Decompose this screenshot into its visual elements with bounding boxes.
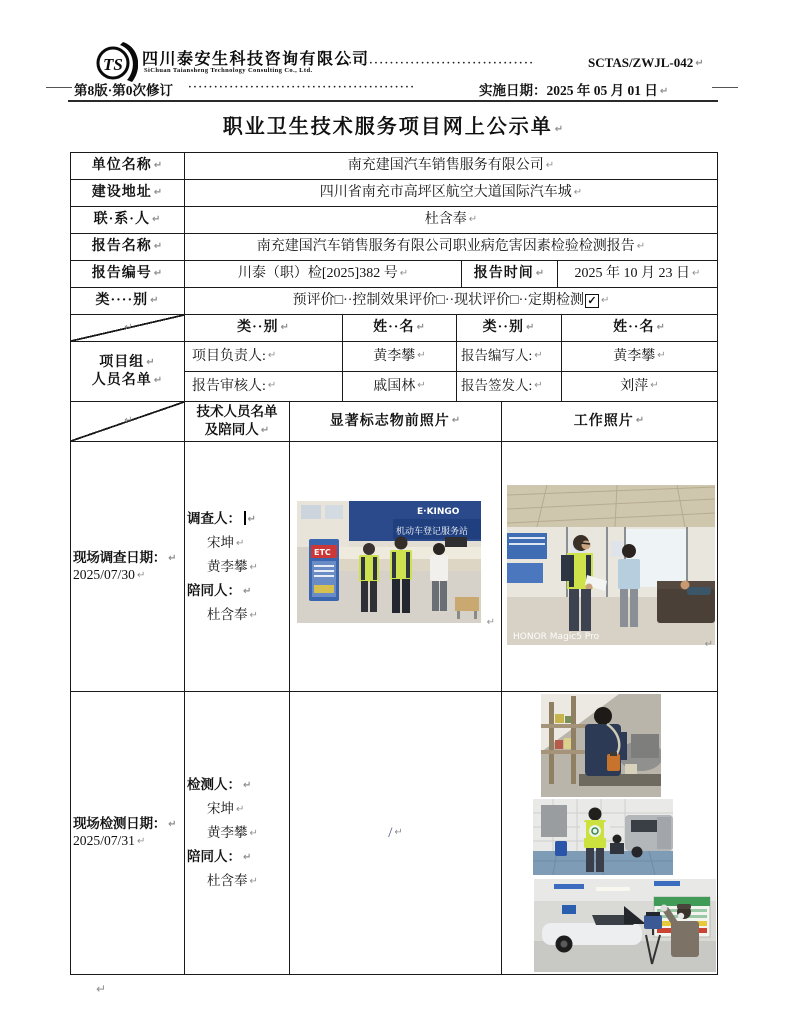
paragraph-mark: ↵ [399, 267, 409, 279]
report-name-label: 报告名称 ↵ [70, 233, 185, 261]
category-value: 预评价□··控制效果评价□··现状评价□··定期检测 ✓ ↵ [184, 287, 718, 315]
paragraph-mark: ↵ [151, 213, 162, 225]
paragraph-mark: ↵ [417, 350, 426, 362]
garage-detection-photo [534, 879, 716, 972]
paragraph-mark: ↵ [534, 380, 543, 392]
paragraph-mark: ↵ [153, 240, 164, 252]
detection-date-value: 2025/07/31 ↵ [73, 833, 146, 848]
report-time-value: 2025 年 10 月 23 日 ↵ [557, 260, 718, 288]
team-col-name-2: 姓··名 ↵ [561, 314, 718, 342]
paragraph-mark: ↵ [124, 415, 133, 427]
survey-person-2: 黄李攀 ↵ [207, 558, 258, 574]
dot-leader-mid: ············································ [188, 81, 416, 93]
paragraph-mark: ↵ [249, 561, 258, 573]
paragraph-mark: ↵ [692, 267, 701, 279]
unit-name-value: 南充建国汽车销售服务有限公司 ↵ [184, 152, 718, 180]
survey-person-3: 杜含奉 ↵ [207, 606, 258, 622]
team-group-label [70, 341, 185, 402]
address-value: 四川省南充市高坪区航空大道国际汽车城 ↵ [184, 179, 718, 207]
paragraph-mark: ↵ [153, 186, 164, 198]
header-rule [68, 100, 718, 102]
report-no-value: 川泰（职）检[2025]382 号 ↵ [184, 260, 462, 288]
report-time-label: 报告时间 ↵ [461, 260, 558, 288]
team-role-writer: 报告编写人: ↵ [456, 341, 562, 372]
paragraph-mark: ↵ [243, 780, 252, 791]
paragraph-mark: ↵ [267, 350, 277, 362]
office-interview-photo [507, 485, 715, 645]
team-name-leader: 黄李攀 ↵ [342, 341, 457, 372]
page-title: 职业卫生技术服务项目网上公示单 ↵ [222, 116, 566, 138]
company-name-cn: 四川泰安生科技咨询有限公司 [142, 51, 370, 68]
detection-role2: 陪同人： ↵ [187, 849, 252, 864]
survey-personnel-cell [184, 441, 290, 692]
paragraph-mark: ↵ [236, 804, 245, 815]
paragraph-mark: ↵ [695, 58, 704, 69]
paragraph-mark: ↵ [650, 380, 659, 392]
doc-code: SCTAS/ZWJL-042 ↵ [588, 55, 704, 70]
paragraph-mark: ↵ [704, 638, 713, 650]
paragraph-mark: ↵ [656, 321, 666, 333]
category-label: 类····别 ↵ [70, 287, 185, 315]
col-header-work-photo: 工作照片 ↵ [501, 401, 718, 442]
paragraph-mark: ↵ [153, 374, 164, 386]
company-name-en: SiChuan Taiansheng Technology Consulting Co., Ltd. [144, 67, 313, 74]
paragraph-mark: ↵ [249, 876, 258, 887]
survey-role2: 陪同人： ↵ [187, 582, 252, 598]
paragraph-mark: ↵ [659, 86, 669, 97]
paragraph-mark: ↵ [168, 552, 177, 564]
paragraph-mark: ↵ [153, 159, 164, 171]
personnel-header-line1: 技术人员名单 [196, 404, 278, 419]
col-header-personnel [184, 401, 290, 442]
paragraph-mark: ↵ [635, 415, 646, 427]
paragraph-mark: ↵ [153, 267, 164, 279]
showroom-sign-text: 机动车登记服务站 [396, 526, 469, 536]
paragraph-mark: ↵ [554, 124, 566, 135]
checked-checkbox: ✓ [585, 294, 599, 308]
paragraph-mark: ↵ [168, 819, 177, 831]
etc-banner-text: ETC [314, 548, 331, 557]
paragraph-mark: ↵ [394, 826, 403, 838]
paragraph-mark: ↵ [573, 186, 583, 198]
left-edge-dash [46, 87, 72, 88]
paragraph-mark: ↵ [416, 321, 426, 333]
team-name-reviewer: 戚国林 ↵ [342, 371, 457, 402]
revision-text: 第8版·第0次修订 [74, 83, 174, 98]
personnel-header-line2: 及陪同人 ↵ [204, 422, 270, 437]
paragraph-mark: ↵ [249, 828, 258, 839]
company-logo-icon [94, 42, 138, 84]
survey-work-photo-cell [501, 441, 718, 692]
survey-date-cell [70, 441, 185, 692]
detection-personnel-cell [184, 691, 290, 975]
detection-date-cell [70, 691, 185, 975]
paragraph-mark: ↵ [236, 537, 245, 549]
team-name-issuer: 刘萍 ↵ [561, 371, 718, 402]
survey-person-1: 宋坤 ↵ [207, 534, 245, 550]
unit-name-label: 单位名称 ↵ [70, 152, 185, 180]
team-name-writer: 黄李攀 ↵ [561, 341, 718, 372]
slash-placeholder: / [388, 824, 393, 841]
paragraph-mark: ↵ [136, 836, 146, 847]
paragraph-mark: ↵ [525, 321, 536, 333]
paragraph-mark: ↵ [545, 159, 555, 171]
paragraph-mark: ↵ [534, 350, 543, 362]
paragraph-mark: ↵ [600, 294, 610, 306]
showroom-group-photo [297, 501, 481, 623]
paragraph-mark: ↵ [636, 240, 646, 252]
paragraph-mark: ↵ [260, 425, 270, 436]
right-edge-dash [712, 87, 738, 88]
team-role-reviewer: 报告审核人: ↵ [184, 371, 343, 402]
paragraph-mark: ↵ [247, 513, 256, 525]
detection-work-photo-cell [501, 691, 718, 975]
diagonal-header-cell-2 [70, 401, 185, 442]
photo-watermark-text: HONOR Magic5 Pro [513, 632, 600, 642]
team-col-category-1: 类··别 ↵ [184, 314, 343, 342]
detection-person-3: 杜含奉 ↵ [207, 873, 258, 888]
paragraph-mark: ↵ [280, 321, 290, 333]
diagonal-header-cell-1 [70, 314, 185, 342]
survey-date-label: 现场调查日期： ↵ [73, 549, 177, 565]
team-col-name-1: 姓··名 ↵ [342, 314, 457, 342]
paragraph-mark: ↵ [136, 569, 146, 581]
paragraph-mark: ↵ [124, 321, 133, 333]
detection-role1: 检测人： ↵ [187, 777, 252, 792]
col-header-sign-photo: 显著标志物前照片 ↵ [289, 401, 502, 442]
report-name-value: 南充建国汽车销售服务有限公司职业病危害因素检验检测报告 ↵ [184, 233, 718, 261]
workbench-sampling-photo [541, 694, 661, 797]
report-no-label: 报告编号 ↵ [70, 260, 185, 288]
contact-label: 联·系·人 ↵ [70, 206, 185, 234]
paragraph-mark: ↵ [657, 350, 666, 362]
team-group-line2: 人员名单 ↵ [91, 372, 164, 388]
paragraph-mark: ↵ [267, 380, 277, 392]
survey-date-value: 2025/07/30 ↵ [73, 566, 146, 582]
detection-sign-photo-cell [289, 691, 502, 975]
team-col-category-2: 类··别 ↵ [456, 314, 562, 342]
detection-date-label: 现场检测日期： ↵ [73, 816, 177, 832]
paragraph-mark: ↵ [243, 852, 252, 863]
survey-role1: 调查人： ↵ [187, 510, 256, 526]
paragraph-mark: ↵ [243, 585, 252, 597]
paragraph-mark: ↵ [486, 616, 495, 628]
svg-text:TS: TS [103, 55, 123, 74]
text-cursor [244, 511, 246, 525]
contact-value: 杜含奉 ↵ [184, 206, 718, 234]
paragraph-mark: ↵ [150, 294, 160, 306]
showroom-brand-text: E·KINGO [417, 507, 460, 517]
detection-person-2: 黄李攀 ↵ [207, 825, 258, 840]
survey-sign-photo-cell [289, 441, 502, 692]
team-group-line1: 项目组 ↵ [99, 355, 156, 370]
dot-leader-top: ······································ [338, 57, 535, 69]
team-role-leader: 项目负责人: ↵ [184, 341, 343, 372]
paint-room-photo [533, 799, 673, 875]
paragraph-mark: ↵ [451, 415, 462, 427]
paragraph-mark: ↵ [468, 213, 478, 225]
paragraph-mark: ↵ [96, 982, 107, 996]
paragraph-mark: ↵ [249, 609, 258, 621]
paragraph-mark: ↵ [535, 267, 546, 279]
detection-person-1: 宋坤 ↵ [207, 801, 245, 816]
paragraph-mark: ↵ [417, 380, 426, 392]
team-role-issuer: 报告签发人: ↵ [456, 371, 562, 402]
implementation-date: 实施日期：2025 年 05 月 01 日 ↵ [479, 83, 669, 98]
address-label: 建设地址 ↵ [70, 179, 185, 207]
paragraph-mark: ↵ [146, 357, 156, 368]
